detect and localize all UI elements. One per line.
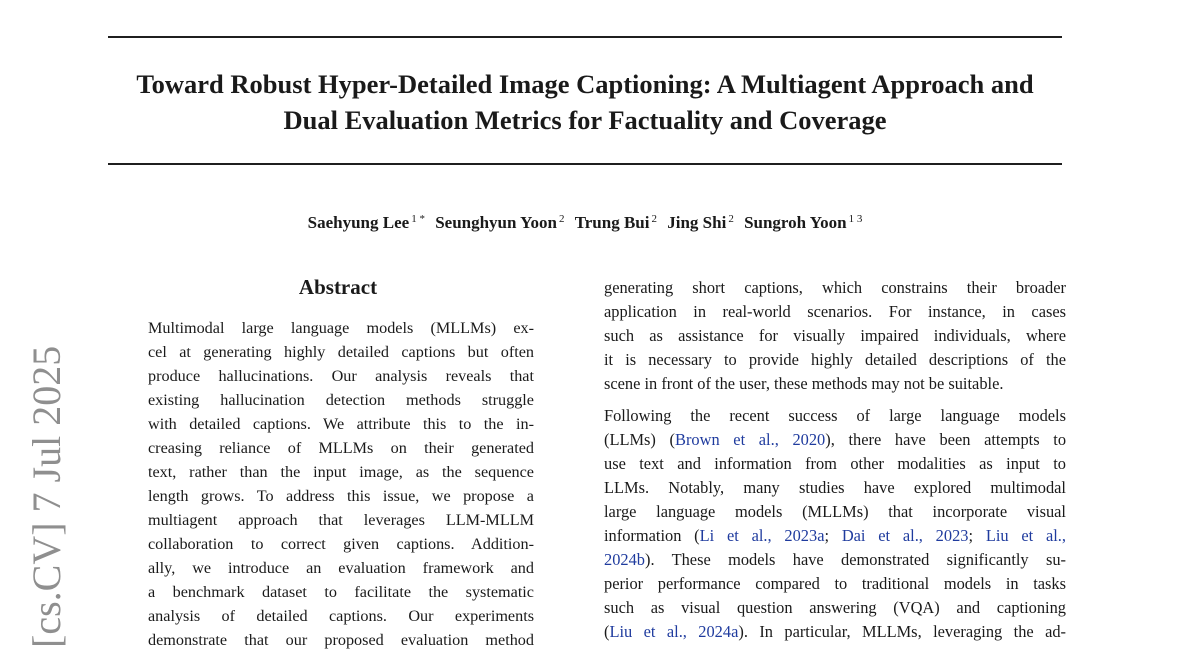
author: Sungroh Yoon $^{1 3}$ xyxy=(744,213,863,232)
author: Seunghyun Yoon $^2$ xyxy=(435,213,565,232)
author: Jing Shi $^2$ xyxy=(667,213,734,232)
citation-link[interactable]: Dai et al., 2023 xyxy=(841,526,969,545)
abstract-line: Multimodal large language models (MLLMs) ex- xyxy=(148,319,534,337)
citation-link[interactable]: Brown et al., 2020 xyxy=(675,430,826,449)
intro-line: use text and information from other modalities as input to xyxy=(604,454,1066,473)
intro-line: scene in front of the user, these methods may not be suitable. xyxy=(604,374,1004,393)
abstract-line: cel at generating highly detailed captions but often xyxy=(148,343,534,361)
intro-line: information (Li et al., 2023a; Dai et al., 2023; Liu et al., xyxy=(604,526,1066,545)
abstract-line: ally, we introduce an evaluation framework and xyxy=(148,559,534,577)
intro-line: such as visual question answering (VQA) and captioning xyxy=(604,598,1066,617)
intro-line: (Liu et al., 2024a). In particular, MLLMs, leveraging the ad- xyxy=(604,622,1066,641)
title-line-2: Dual Evaluation Metrics for Factuality and Coverage xyxy=(283,105,887,135)
intro-line: 2024b). These models have demonstrated significantly su- xyxy=(604,550,1066,569)
abstract-line: with detailed captions. We attribute this to the in- xyxy=(148,415,534,433)
abstract-heading: Abstract xyxy=(298,275,378,299)
bottom-rule xyxy=(108,163,1062,165)
author: Trung Bui $^2$ xyxy=(574,213,657,232)
intro-line: Following the recent success of large language models xyxy=(604,406,1066,425)
citation-link[interactable]: Liu et al., xyxy=(985,526,1066,545)
intro-line: application in real-world scenarios. For instance, in cases xyxy=(604,302,1066,321)
abstract-line: length grows. To address this issue, we propose a xyxy=(148,487,534,505)
top-rule xyxy=(108,36,1062,38)
title-line-1: Toward Robust Hyper-Detailed Image Captioning: A Multiagent Approach and xyxy=(136,69,1034,99)
intro-paragraph-1 xyxy=(604,276,1066,396)
intro-line: generating short captions, which constrains their broader xyxy=(604,278,1066,297)
intro-line: it is necessary to provide highly detailed descriptions of the xyxy=(604,350,1066,369)
abstract-body xyxy=(148,316,534,652)
introduction-body xyxy=(604,276,1066,652)
intro-paragraph-2 xyxy=(604,404,1066,644)
abstract-line: multiagent approach that leverages LLM-MLLM xyxy=(148,511,534,529)
intro-line: perior performance compared to traditional models in tasks xyxy=(604,574,1066,593)
intro-line: (LLMs) (Brown et al., 2020), there have been attempts to xyxy=(604,430,1067,449)
paper-title xyxy=(100,66,1070,138)
citation-link[interactable]: Liu et al., 2024a xyxy=(609,622,739,641)
intro-line: such as assistance for visually impaired individuals, where xyxy=(604,326,1066,345)
author: Saehyung Lee $^{1 *}$ xyxy=(307,213,425,232)
arxiv-stamp: [cs.CV] 7 Jul 2025 xyxy=(24,345,69,648)
intro-line: LLMs. Notably, many studies have explored multimodal xyxy=(604,478,1066,497)
abstract-line: demonstrate that our proposed evaluation method xyxy=(148,631,534,649)
abstract-line: collaboration to correct given captions. Addition- xyxy=(148,535,534,553)
intro-line: large language models (MLLMs) that incorporate visual xyxy=(604,502,1066,521)
abstract-line: creasing reliance of MLLMs on their generated xyxy=(148,439,534,457)
abstract-line: a benchmark dataset to facilitate the systematic xyxy=(148,583,534,601)
abstract-line: existing hallucination detection methods struggle xyxy=(148,391,534,409)
citation-link[interactable]: 2024b xyxy=(604,550,645,569)
author-list xyxy=(100,207,1070,235)
abstract-line: produce hallucinations. Our analysis reveals that xyxy=(148,367,534,385)
abstract-line: analysis of detailed captions. Our experiments xyxy=(148,607,534,625)
citation-link[interactable]: Li et al., 2023a xyxy=(699,526,825,545)
abstract-line: text, rather than the input image, as the sequence xyxy=(148,463,534,481)
